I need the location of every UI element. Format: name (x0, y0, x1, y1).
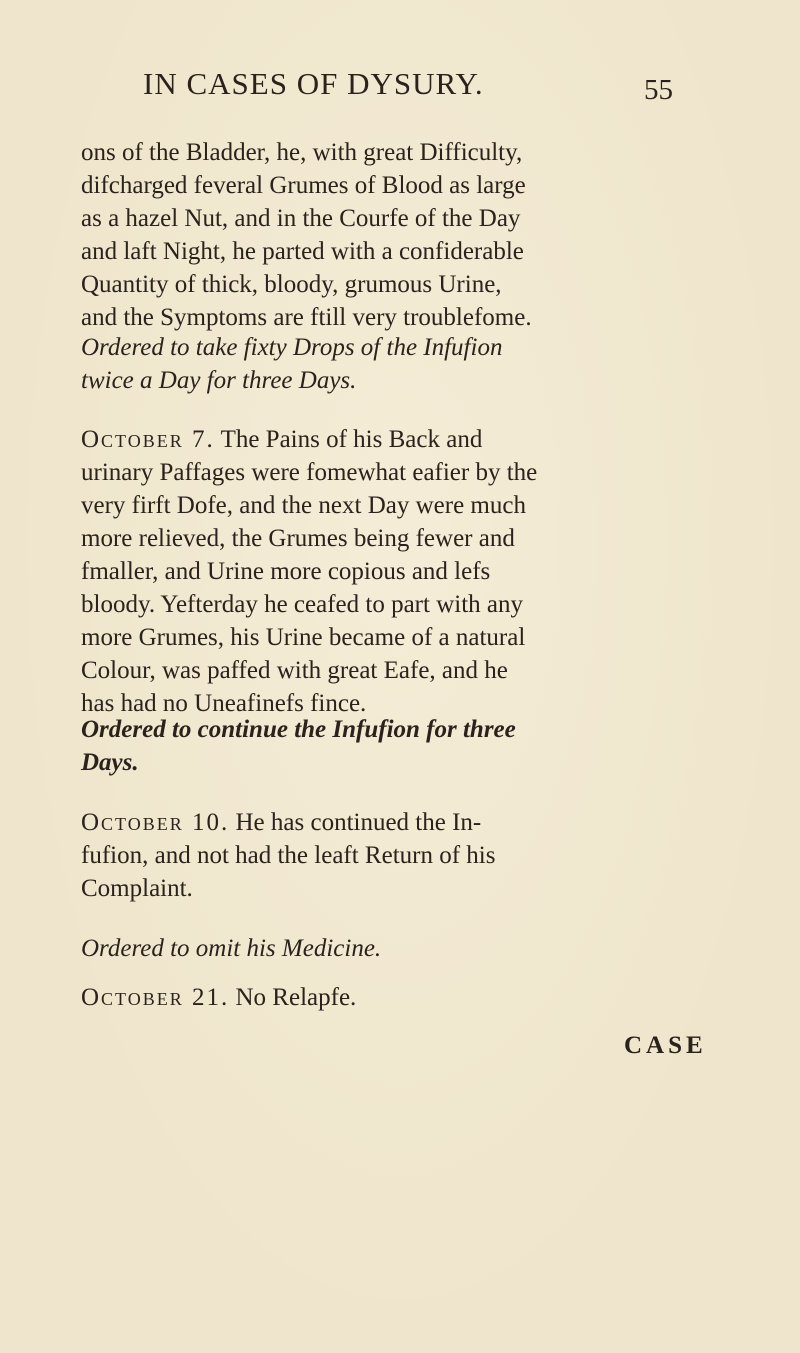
paragraph-october-10 (81, 806, 681, 905)
text-line: Ordered to continue the Infufion for three (81, 716, 516, 743)
paragraph-order-continue (81, 713, 681, 779)
paragraph-october-7 (81, 423, 681, 720)
running-title: IN CASES OF DYSURY. (143, 66, 484, 101)
text-line: Days. (81, 749, 139, 776)
text-line: Ordered to omit his Medicine. (81, 935, 382, 962)
text-line: No Relapfe. (235, 984, 357, 1011)
text-line: fmaller, and Urine more copious and lefs (81, 558, 491, 585)
text-line: urinary Paffages were fomewhat eafier by the (81, 459, 538, 486)
paragraph-october-21 (81, 981, 681, 1014)
text-line: The Pains of his Back and (220, 426, 483, 453)
text-line: twice a Day for three Days. (81, 367, 357, 394)
text-line: difcharged feveral Grumes of Blood as large (81, 172, 526, 199)
text-line: Complaint. (81, 875, 193, 902)
text-line: and the Symptoms are ftill very troublefome. (81, 304, 532, 331)
text-line: as a hazel Nut, and in the Courfe of the Day (81, 205, 521, 232)
text-line: He has continued the In- (235, 809, 482, 836)
date-label: October 21. (81, 984, 230, 1011)
text-line: Ordered to take fixty Drops of the Infufion (81, 334, 503, 361)
text-line: more relieved, the Grumes being fewer and (81, 525, 515, 552)
text-line: very firft Dofe, and the next Day were much (81, 492, 526, 519)
text-line: has had no Uneafinefs fince. (81, 690, 367, 717)
text-line: fufion, and not had the leaft Return of his (81, 842, 496, 869)
date-label: October 7. (81, 426, 215, 453)
paragraph-order-omit (81, 932, 681, 965)
page-number: 55 (644, 74, 673, 106)
paragraph-order-take-drops (81, 331, 681, 397)
text-line: bloody. Yefterday he ceafed to part with any (81, 591, 523, 618)
text-line: Quantity of thick, bloody, grumous Urine, (81, 271, 502, 298)
running-head (143, 66, 673, 116)
text-line: more Grumes, his Urine became of a natural (81, 624, 526, 651)
text-line: Colour, was paffed with great Eafe, and he (81, 657, 508, 684)
text-line: ons of the Bladder, he, with great Difficulty, (81, 139, 523, 166)
text-line: and laft Night, he parted with a confiderable (81, 238, 524, 265)
catchword: CASE (624, 1032, 707, 1059)
paragraph-case-notes (81, 136, 681, 334)
date-label: October 10. (81, 809, 230, 836)
